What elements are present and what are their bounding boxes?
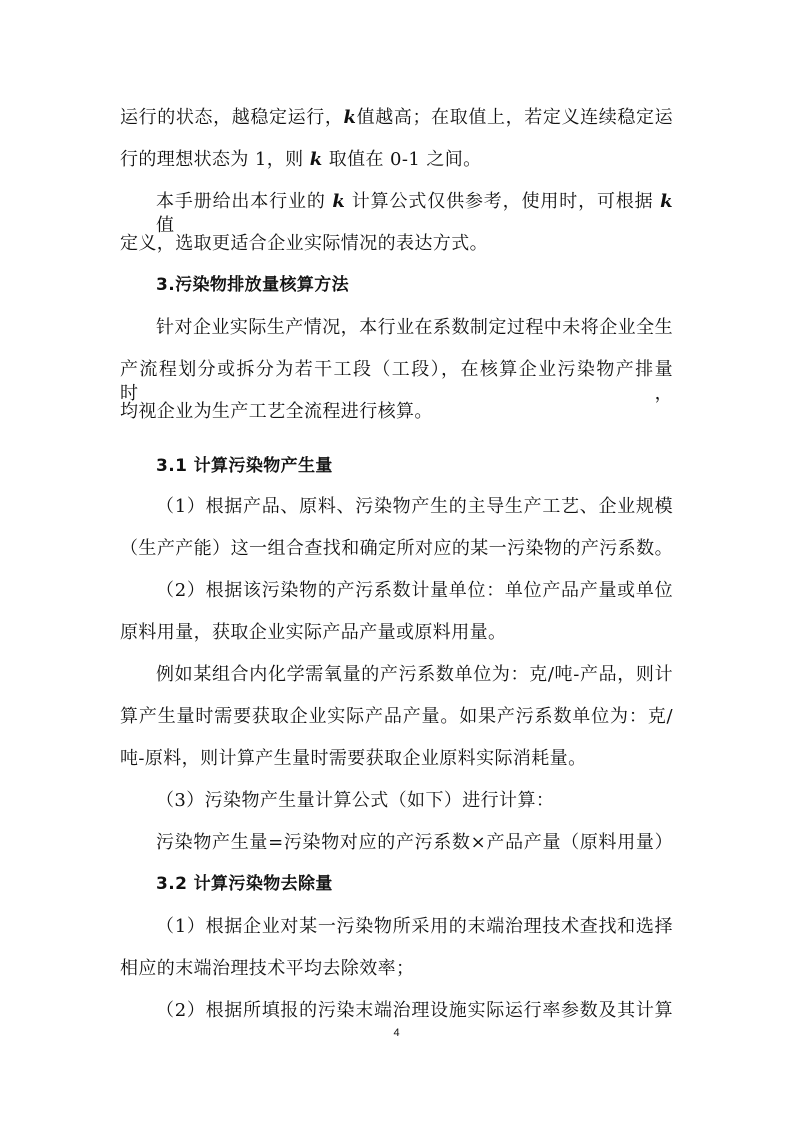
paragraph-line: 本手册给出本行业的 k 计算公式仅供参考，使用时，可根据 k 值: [156, 191, 673, 236]
paragraph-line: 例如某组合内化学需氧量的产污系数单位为：克/吨-产品，则计: [156, 664, 673, 685]
paragraph-line: 产流程划分或拆分为若干工段（工段），在核算企业污染物产排量时，: [120, 359, 673, 404]
paragraph-line: （1）根据产品、原料、污染物产生的主导生产工艺、企业规模: [156, 496, 673, 517]
paragraph-line: 均视企业为生产工艺全流程进行核算。: [120, 401, 433, 422]
paragraph-line: 原料用量，获取企业实际产品产量或原料用量。: [120, 622, 507, 643]
paragraph-line: 运行的状态，越稳定运行，k值越高；在取值上，若定义连续稳定运: [120, 107, 673, 128]
paragraph-line: （生产产能）这一组合查找和确定所对应的某一污染物的产污系数。: [120, 538, 673, 559]
page-number: 4: [393, 1027, 400, 1039]
paragraph-line: （1）根据企业对某一污染物所采用的末端治理技术查找和选择: [156, 916, 673, 937]
paragraph-line: （2）根据所填报的污染末端治理设施实际运行率参数及其计算: [156, 1000, 673, 1021]
paragraph-line: 算产生量时需要获取企业实际产品产量。如果产污系数单位为：克/: [120, 706, 673, 727]
paragraph-line: 吨-原料，则计算产生量时需要获取企业原料实际消耗量。: [120, 748, 587, 769]
section-heading: 3.污染物排放量核算方法: [156, 275, 350, 295]
paragraph-line: 针对企业实际生产情况，本行业在系数制定过程中未将企业全生: [156, 317, 673, 338]
paragraph-line: 定义，选取更适合企业实际情况的表达方式。: [120, 233, 488, 254]
paragraph-line: （2）根据该污染物的产污系数计量单位：单位产品产量或单位: [156, 580, 673, 601]
paragraph-line: 相应的末端治理技术平均去除效率；: [120, 958, 415, 979]
subsection-heading: 3.2 计算污染物去除量: [156, 874, 333, 894]
subsection-heading: 3.1 计算污染物产生量: [156, 456, 333, 476]
paragraph-line: （3）污染物产生量计算公式（如下）进行计算：: [156, 790, 555, 811]
paragraph-line: 行的理想状态为 1，则 k 取值在 0-1 之间。: [120, 149, 482, 170]
formula-line: 污染物产生量=污染物对应的产污系数×产品产量（原料用量）: [156, 832, 673, 853]
